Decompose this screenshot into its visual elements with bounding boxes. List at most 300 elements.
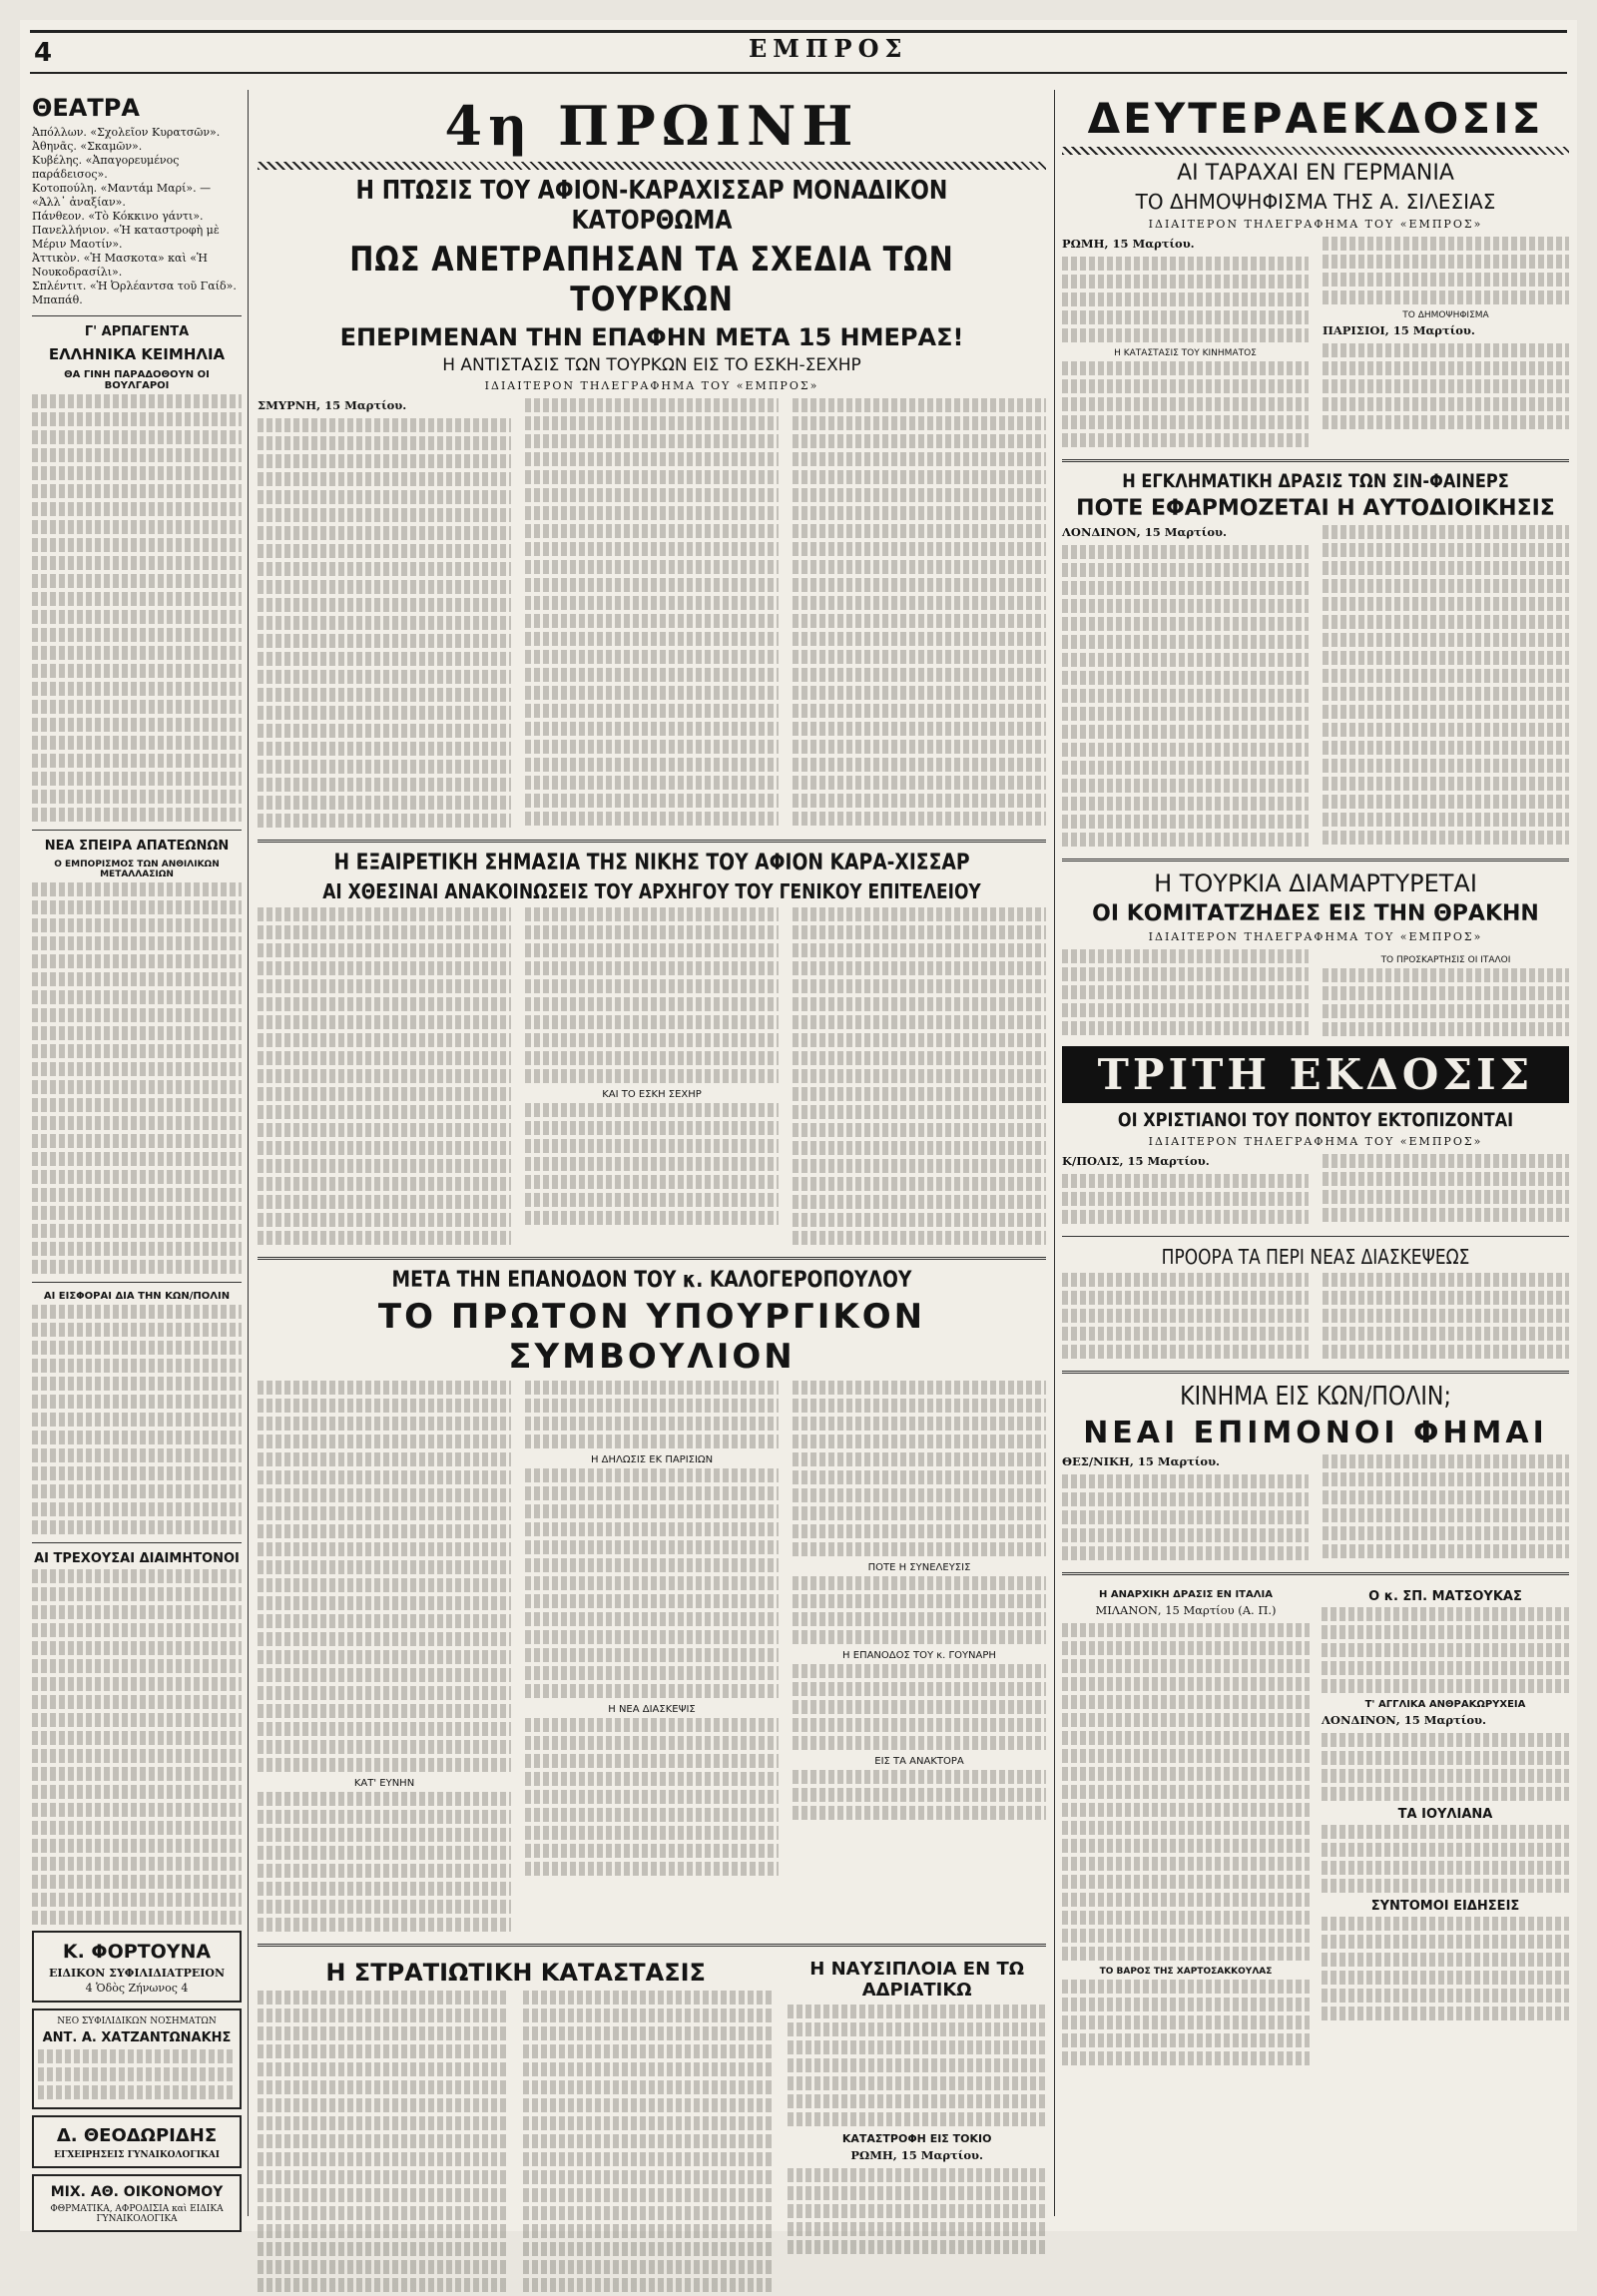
- text-line: [32, 520, 242, 534]
- text-line: [525, 1648, 779, 1662]
- text-line: [258, 1159, 511, 1173]
- text-line: [32, 556, 242, 570]
- text-line: [258, 1668, 511, 1682]
- text-line: [1323, 633, 1569, 647]
- text-line: [38, 2085, 236, 2099]
- text-line: [525, 560, 779, 574]
- text-line: [258, 1381, 511, 1395]
- text-line: [1323, 1273, 1569, 1287]
- text-line: [258, 2152, 509, 2166]
- text-line: [1322, 1751, 1569, 1765]
- article-body: [258, 907, 1046, 1249]
- text-line: [1322, 1825, 1569, 1839]
- text-line: [258, 1177, 511, 1191]
- text-line: [1062, 545, 1309, 559]
- text-line: [258, 1213, 511, 1227]
- text-line: [525, 997, 779, 1011]
- edition-banner: ΤΡΙΤΗ ΕΚΔΟΣΙΣ: [1062, 1046, 1569, 1103]
- text-line: [258, 1828, 511, 1842]
- text-line: [1062, 671, 1309, 685]
- text-line: [258, 2044, 509, 2058]
- text-line: [1323, 361, 1569, 375]
- text-line: [32, 1044, 242, 1058]
- text-line: [1062, 1929, 1310, 1943]
- text-line: [1062, 635, 1309, 649]
- text-line: [1323, 687, 1569, 701]
- text-line: [525, 722, 779, 736]
- text-line: [1062, 1893, 1310, 1907]
- text-line: [258, 1596, 511, 1610]
- text-line: [793, 542, 1046, 556]
- text-line: [1323, 561, 1569, 575]
- text-line: [525, 1862, 779, 1876]
- text-line: [525, 704, 779, 718]
- text-line: [793, 1141, 1046, 1155]
- text-line: [32, 772, 242, 786]
- text-line: [525, 1630, 779, 1644]
- text-line: [793, 961, 1046, 975]
- text-line: [1323, 343, 1569, 357]
- headline: ΠΡΟΟΡΑ ΤΑ ΠΕΡΙ ΝΕΑΣ ΔΙΑΣΚΕΨΕΩΣ: [1161, 1245, 1470, 1269]
- text-line: [793, 979, 1046, 993]
- text-line: [1323, 1472, 1569, 1486]
- text-line: [793, 1736, 1046, 1750]
- text-line: [525, 794, 779, 808]
- text-line: [1062, 1641, 1310, 1655]
- text-line: [525, 1175, 779, 1189]
- text-line: [1322, 1643, 1569, 1657]
- headline: ΚΙΝΗΜΑ ΕΙΣ ΚΩΝ/ΠΟΛΙΝ;: [1180, 1382, 1451, 1412]
- right-column: [1062, 90, 1569, 2216]
- subheading: Η ΚΑΤΑΣΤΑΣΙΣ ΤΟΥ ΚΙΝΗΜΑΤΟΣ: [1114, 348, 1257, 358]
- text-line: [1062, 415, 1309, 429]
- text-line: [1323, 1309, 1569, 1323]
- text-line: [1323, 777, 1569, 791]
- text-line: [525, 907, 779, 921]
- text-line: [32, 1116, 242, 1130]
- text-line: [258, 1560, 511, 1574]
- text-line: [32, 1605, 242, 1619]
- text-line: [1062, 689, 1309, 703]
- divider: [1062, 859, 1569, 861]
- text-line: [258, 2134, 509, 2148]
- text-line: [1062, 1492, 1309, 1506]
- text-line: [32, 1857, 242, 1871]
- text-line: [258, 997, 511, 1011]
- text-line: [1323, 1172, 1569, 1186]
- text-line: [1323, 1208, 1569, 1222]
- text-line: [525, 758, 779, 772]
- text-line: [32, 900, 242, 914]
- section-subheading: ΘΑ ΓΙΝΗ ΠΑΡΑΔΟΘΟΥΝ ΟΙ ΒΟΥΛΓΑΡΟΙ: [64, 369, 210, 391]
- text-line: [32, 412, 242, 426]
- text-line: [1322, 1733, 1569, 1747]
- bottom-articles: [1062, 1583, 1569, 2069]
- subheading: ΠΟΤΕ Η ΣΥΝΕΛΕΥΣΙΣ: [867, 1562, 971, 1573]
- text-line: [1062, 433, 1309, 447]
- theatre-listing: Σπλέντιτ. «Ἡ Ὀρλέαντσα τοῦ Γαίδ».: [32, 280, 237, 292]
- text-line: [523, 1991, 775, 2005]
- text-line: [1062, 257, 1309, 271]
- ad-address: 4 Ὁδὸς Ζήνωνος 4: [85, 1982, 189, 1995]
- text-line: [258, 1864, 511, 1878]
- text-line: [793, 578, 1046, 592]
- headline: ΕΠΕΡΙΜΕΝΑΝ ΤΗΝ ΕΠΑΦΗΝ ΜΕΤΑ 15 ΗΜΕΡΑΣ!: [339, 323, 964, 351]
- dateline: ΜΙΛΑΝΟΝ, 15 Μαρτίου (Α. Π.): [1095, 1603, 1277, 1617]
- text-line: [258, 598, 511, 612]
- theatre-listing: Πάνθεον. «Τὸ Κόκκινο γάντι».: [32, 210, 204, 223]
- text-line: [258, 961, 511, 975]
- section-heading: ΑΙ ΤΡΕΧΟΥΣΑΙ ΔΙΑΙΜΗΤΟΝΟΙ: [34, 1551, 240, 1566]
- text-line: [258, 1991, 509, 2005]
- text-line: [32, 1520, 242, 1534]
- text-line: [793, 925, 1046, 939]
- ad-title: ΑΝΤ. Α. ΧΑΤΖΑΝΤΩΝΑΚΗΣ: [42, 2030, 232, 2045]
- text-line: [32, 990, 242, 1004]
- headline: ΑΙ ΧΘΕΣΙΝΑΙ ΑΝΑΚΟΙΝΩΣΕΙΣ ΤΟΥ ΑΡΧΗΓΟΥ ΤΟΥ ΓΕΝΙΚΟΥ ΕΠΙΤΕΛΕΙΟΥ: [322, 879, 981, 903]
- text-line: [258, 562, 511, 576]
- text-line: [32, 1080, 242, 1094]
- text-line: [1062, 1309, 1309, 1323]
- text-line: [1062, 361, 1309, 375]
- text-line: [1062, 1980, 1310, 1994]
- text-line: [525, 1468, 779, 1482]
- text-line: [32, 1323, 242, 1337]
- text-line: [1062, 779, 1309, 793]
- divider: [32, 1282, 242, 1283]
- text-line: [1062, 1546, 1309, 1560]
- text-line: [1062, 1021, 1309, 1035]
- text-line: [32, 592, 242, 606]
- text-line: [1323, 415, 1569, 429]
- text-line: [258, 1740, 511, 1754]
- text-line: [258, 1231, 511, 1245]
- text-line: [788, 2094, 1046, 2108]
- text-line: [1323, 615, 1569, 629]
- divider: [1062, 459, 1569, 462]
- headline: ΟΙ ΚΟΜΙΤΑΤΖΗΔΕΣ ΕΙΣ ΤΗΝ ΘΡΑΚΗΝ: [1092, 901, 1539, 926]
- text-line: [793, 1033, 1046, 1047]
- text-line: [523, 2242, 775, 2256]
- text-line: [1323, 1004, 1569, 1018]
- text-line: [32, 394, 242, 408]
- text-line: [525, 524, 779, 538]
- text-line: [788, 2005, 1046, 2018]
- telegram-label: ΙΔΙΑΙΤΕΡΟΝ ΤΗΛΕΓΡΑΦΗΜΑ ΤΟΥ «ΕΜΠΡΟΣ»: [484, 379, 819, 392]
- text-line: [525, 1157, 779, 1171]
- text-line: [793, 1087, 1046, 1101]
- text-line: [1062, 1803, 1310, 1817]
- headline: Η ΤΟΥΡΚΙΑ ΔΙΑΜΑΡΤΥΡΕΤΑΙ: [1154, 869, 1477, 897]
- text-line: [258, 1488, 511, 1502]
- headline: ΜΕΤΑ ΤΗΝ ΕΠΑΝΟΔΟΝ ΤΟΥ κ. ΚΑΛΟΓΕΡΟΠΟΥΛΟΥ: [391, 1268, 912, 1293]
- text-line: [32, 682, 242, 696]
- text-line: [525, 943, 779, 957]
- text-line: [1062, 1003, 1309, 1017]
- text-line: [1323, 1291, 1569, 1305]
- text-line: [788, 2040, 1046, 2054]
- text-line: [525, 578, 779, 592]
- article-body: [1062, 1154, 1569, 1228]
- text-line: [793, 1417, 1046, 1431]
- text-line: [32, 1749, 242, 1763]
- text-line: [793, 722, 1046, 736]
- text-line: [793, 794, 1046, 808]
- text-line: [32, 718, 242, 732]
- text-line: [1323, 1526, 1569, 1540]
- text-line: [258, 580, 511, 594]
- subheading: ΤΟ ΠΡΟΣΚΑΡΤΗΣΙΣ ΟΙ ΙΤΑΛΟΙ: [1380, 955, 1511, 965]
- text-line: [1062, 967, 1309, 981]
- text-line: [793, 488, 1046, 502]
- text-line: [1062, 1911, 1310, 1925]
- text-line: [525, 1417, 779, 1431]
- text-line: [1062, 1474, 1309, 1488]
- text-line: [258, 742, 511, 756]
- headline: Τ' ΑΓΓΛΙΚΑ ΑΝΘΡΑΚΩΡΥΧΕΙΑ: [1364, 1699, 1526, 1710]
- text-line: [1062, 1528, 1309, 1542]
- text-line: [793, 1470, 1046, 1484]
- text-line: [32, 1242, 242, 1256]
- text-line: [1062, 310, 1309, 324]
- subheading: Η ΔΗΛΩΣΙΣ ΕΚ ΠΑΡΙΣΙΩΝ: [590, 1454, 714, 1465]
- text-line: [525, 1576, 779, 1590]
- text-line: [32, 1659, 242, 1673]
- text-line: [525, 1033, 779, 1047]
- text-line: [1322, 1917, 1569, 1931]
- text-line: [793, 560, 1046, 574]
- text-line: [32, 1731, 242, 1745]
- headline: ΟΙ ΧΡΙΣΤΙΑΝΟΙ ΤΟΥ ΠΟΝΤΟΥ ΕΚΤΟΠΙΖΟΝΤΑΙ: [1117, 1109, 1514, 1131]
- text-line: [32, 1152, 242, 1166]
- text-line: [525, 776, 779, 790]
- text-line: [258, 1686, 511, 1700]
- text-line: [258, 688, 511, 702]
- ad-subtitle: ΕΙΔΙΚΟΝ ΣΥΦΙΛΙΔΙΑΤΡΕΙΟΝ: [48, 1967, 226, 1980]
- dateline: ΛΟΝΔΙΝΟΝ, 15 Μαρτίου.: [1062, 525, 1227, 539]
- text-line: [793, 1682, 1046, 1696]
- headline: ΤΟ ΒΑΡΟΣ ΤΗΣ ΧΑΡΤΟΣΑΚΚΟΥΛΑΣ: [1099, 1967, 1273, 1977]
- text-line: [258, 670, 511, 684]
- text-line: [525, 542, 779, 556]
- text-line: [1323, 1508, 1569, 1522]
- text-line: [1322, 1953, 1569, 1967]
- edition-title: ΔΕΥΤΕΡΑΕΚΔΟΣΙΣ: [1087, 94, 1544, 143]
- text-line: [525, 614, 779, 628]
- text-line: [525, 398, 779, 412]
- text-line: [523, 2188, 775, 2202]
- text-line: [1322, 1661, 1569, 1675]
- text-line: [1323, 1327, 1569, 1341]
- text-line: [523, 2170, 775, 2184]
- text-line: [38, 2067, 236, 2081]
- text-line: [525, 506, 779, 520]
- headline: ΝΕΑΙ ΕΠΙΜΟΝΟΙ ΦΗΜΑΙ: [1083, 1416, 1548, 1450]
- dateline: ΘΕΣ/ΝΙΚΗ, 15 Μαρτίου.: [1062, 1454, 1221, 1468]
- text-line: [258, 1632, 511, 1646]
- text-line: [258, 1900, 511, 1914]
- text-line: [1062, 1749, 1310, 1763]
- text-line: [258, 1417, 511, 1431]
- text-line: [1062, 725, 1309, 739]
- text-line: [793, 1718, 1046, 1732]
- text-line: [525, 812, 779, 826]
- text-line: [793, 758, 1046, 772]
- text-line: [793, 506, 1046, 520]
- text-line: [32, 1062, 242, 1076]
- text-line: [32, 1170, 242, 1184]
- text-line: [793, 1159, 1046, 1173]
- text-line: [525, 979, 779, 993]
- text-line: [788, 2112, 1046, 2126]
- text-line: [1322, 1769, 1569, 1783]
- text-line: [523, 2206, 775, 2220]
- text-line: [793, 1770, 1046, 1784]
- text-line: [1323, 525, 1569, 539]
- text-line: [1323, 1345, 1569, 1359]
- text-line: [258, 490, 511, 504]
- text-line: [1323, 669, 1569, 683]
- text-line: [523, 2044, 775, 2058]
- text-line: [793, 1231, 1046, 1245]
- text-line: [1062, 707, 1309, 721]
- text-line: [1062, 1174, 1309, 1188]
- text-line: [258, 724, 511, 738]
- text-line: [32, 1188, 242, 1202]
- text-line: [525, 596, 779, 610]
- text-line: [793, 1123, 1046, 1137]
- text-line: [32, 1305, 242, 1319]
- text-line: [32, 1767, 242, 1781]
- text-line: [525, 1540, 779, 1554]
- text-line: [1062, 2033, 1310, 2047]
- text-line: [32, 574, 242, 588]
- ad-title: Δ. ΘΕΟΔΩΡΙΔΗΣ: [56, 2125, 218, 2146]
- text-line: [258, 2206, 509, 2220]
- text-line: [793, 704, 1046, 718]
- text-line: [258, 814, 511, 828]
- text-line: [1322, 1861, 1569, 1875]
- text-line: [788, 2204, 1046, 2218]
- text-line: [1322, 1879, 1569, 1893]
- text-line: [525, 416, 779, 430]
- text-line: [32, 1893, 242, 1907]
- text-line: [258, 2170, 509, 2184]
- paper-name: ΕΜΠΡΟΣ: [749, 34, 908, 63]
- text-line: [258, 1614, 511, 1628]
- article-body: [32, 882, 242, 1274]
- text-line: [1323, 397, 1569, 411]
- telegram-label: ΙΔΙΑΙΤΕΡΟΝ ΤΗΛΕΓΡΑΦΗΜΑ ΤΟΥ «ΕΜΠΡΟΣ»: [1148, 930, 1483, 943]
- subheading: ΚΑΤΑΣΤΡΟΦΗ ΕΙΣ ΤΟΚΙΟ: [841, 2132, 992, 2145]
- text-line: [32, 1821, 242, 1835]
- divider: [1062, 1572, 1569, 1575]
- text-line: [788, 2058, 1046, 2072]
- theatre-listings: [32, 126, 242, 307]
- text-line: [32, 936, 242, 950]
- text-line: [525, 1435, 779, 1448]
- text-line: [793, 1524, 1046, 1538]
- ad-title: ΜΙΧ. ΑΘ. ΟΙΚΟΝΟΜΟΥ: [50, 2184, 224, 2200]
- subheading: Η ΕΠΑΝΟΔΟΣ ΤΟΥ κ. ΓΟΥΝΑΡΗ: [842, 1650, 996, 1661]
- text-line: [1062, 1510, 1309, 1524]
- text-line: [1062, 1345, 1309, 1359]
- text-line: [1062, 1785, 1310, 1799]
- text-line: [32, 484, 242, 498]
- text-line: [1323, 255, 1569, 269]
- text-line: [258, 2062, 509, 2076]
- text-line: [1323, 1022, 1569, 1036]
- text-line: [1323, 741, 1569, 755]
- text-line: [258, 1069, 511, 1083]
- section-heading: Γ' ΑΡΠΑΓΕΝΤΑ: [84, 324, 190, 339]
- text-line: [1062, 1695, 1310, 1709]
- text-line: [793, 1506, 1046, 1520]
- text-line: [258, 925, 511, 939]
- text-line: [523, 2224, 775, 2238]
- text-line: [1323, 795, 1569, 809]
- headline: Η ΑΝΑΡΧΙΚΗ ΔΡΑΣΙΣ ΕΝ ΙΤΑΛΙΑ: [1099, 1589, 1273, 1600]
- dateline: ΡΩΜΗ, 15 Μαρτίου.: [1062, 237, 1195, 251]
- text-line: [523, 2026, 775, 2040]
- text-line: [525, 925, 779, 939]
- text-line: [1323, 1190, 1569, 1204]
- text-line: [523, 2152, 775, 2166]
- article-body: [258, 1991, 774, 2296]
- article-body: [1062, 1454, 1569, 1564]
- text-line: [525, 1193, 779, 1207]
- dateline: ΠΑΡΙΣΙΟΙ, 15 Μαρτίου.: [1323, 323, 1475, 337]
- text-line: [793, 812, 1046, 826]
- headline: Η ΑΝΤΙΣΤΑΣΙΣ ΤΩΝ ΤΟΥΡΚΩΝ ΕΙΣ ΤΟ ΕΣΚΗ-ΣΕΧΗΡ: [442, 355, 861, 375]
- text-line: [1322, 1843, 1569, 1857]
- text-line: [258, 1015, 511, 1029]
- text-line: [258, 943, 511, 957]
- text-line: [1062, 328, 1309, 342]
- text-line: [793, 470, 1046, 484]
- text-line: [258, 1846, 511, 1860]
- text-line: [258, 1650, 511, 1664]
- text-line: [525, 632, 779, 646]
- text-line: [32, 1641, 242, 1655]
- text-line: [793, 1399, 1046, 1413]
- text-line: [258, 1105, 511, 1119]
- text-line: [32, 466, 242, 480]
- text-line: [793, 596, 1046, 610]
- text-line: [793, 1015, 1046, 1029]
- text-line: [258, 1792, 511, 1806]
- text-line: [258, 2009, 509, 2022]
- text-line: [525, 1612, 779, 1626]
- text-line: [32, 1713, 242, 1727]
- text-line: [1062, 1273, 1309, 1287]
- masthead: [20, 20, 1577, 80]
- text-line: [1323, 1544, 1569, 1558]
- text-line: [258, 2242, 509, 2256]
- text-line: [258, 1882, 511, 1896]
- text-line: [258, 1452, 511, 1466]
- text-line: [793, 1069, 1046, 1083]
- text-line: [258, 706, 511, 720]
- text-line: [258, 2116, 509, 2130]
- text-line: [258, 1470, 511, 1484]
- text-line: [793, 1195, 1046, 1209]
- text-line: [32, 1206, 242, 1220]
- text-line: [793, 1700, 1046, 1714]
- text-line: [32, 700, 242, 714]
- ad-title: Κ. ΦΟΡΤΟΥΝΑ: [62, 1941, 212, 1963]
- ornament-rule: [1062, 147, 1569, 155]
